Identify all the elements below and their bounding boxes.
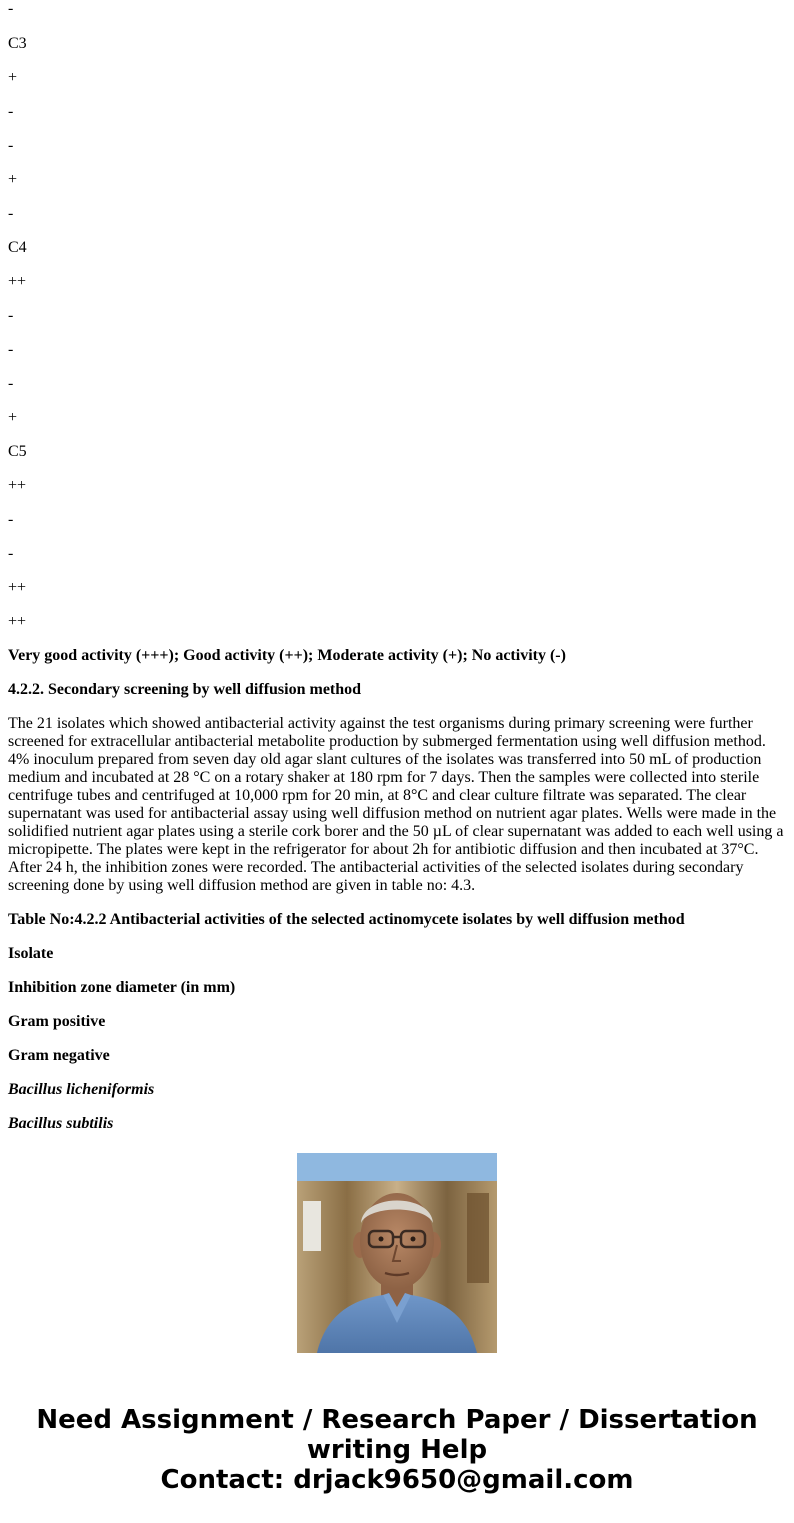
organism-header: Bacillus subtilis — [8, 1115, 114, 1132]
table-cell: - — [8, 511, 14, 528]
table-cell: - — [8, 307, 14, 324]
table-header-gram-negative: Gram negative — [8, 1047, 110, 1064]
promo-line: writing Help — [306, 1435, 488, 1465]
document-content — [8, 0, 786, 1132]
contact-line: Contact: drjack9650@gmail.com — [160, 1465, 634, 1495]
avatar — [297, 1153, 497, 1353]
table-cell: - — [8, 205, 14, 222]
table-header-isolate: Isolate — [8, 945, 54, 962]
table-cell: + — [8, 409, 18, 426]
isolate-label-c5: C5 — [8, 443, 27, 460]
promo-text — [0, 1405, 794, 1495]
table-cell: ++ — [8, 579, 27, 596]
table-cell: - — [8, 0, 14, 17]
table-cell: - — [8, 545, 14, 562]
table-cell: - — [8, 103, 14, 120]
promo-banner — [0, 1122, 794, 1523]
isolate-label-c4: C4 — [8, 239, 27, 256]
table-cell: + — [8, 69, 18, 86]
table-cell: - — [8, 341, 14, 358]
table-cell: - — [8, 137, 14, 154]
table-cell: + — [8, 171, 18, 188]
body-paragraph: The 21 isolates which showed antibacterial activity against the test organisms during primary screening were further screened for extracellular antibacterial metabolite production by submerged fermentation using well diffusion method. 4% inoculum prepared from seven day old agar slant cultures of the isolates was transferred into 50 mL of production medium and incubated at 28 °C on a rotary shaker at 180 rpm for 7 days. Then the samples were collected into sterile centrifuge tubes and centrifuged at 10,000 rpm for 20 min, at 8°C and clear culture filtrate was separated. The clear supernatant was used for antibacterial assay using well diffusion method on nutrient agar plates. Wells were made in the solidified nutrient agar plates using a sterile cork borer and the 50 µL of clear supernatant was added to each well using a micropipette. The plates were kept in the refrigerator for about 2h for antibiotic diffusion and then incubated at 37°C. After 24 h, the inhibition zones were recorded. The antibacterial activities of the selected isolates during secondary screening done by using well diffusion method are given in table no: 4.3. — [8, 715, 784, 894]
section-heading: 4.2.2. Secondary screening by well diffusion method — [8, 681, 362, 698]
isolate-label-c3: C3 — [8, 35, 27, 52]
table-title: Table No:4.2.2 Antibacterial activities of the selected actinomycete isolates by well diffusion method — [8, 911, 685, 928]
activity-legend: Very good activity (+++); Good activity (++); Moderate activity (+); No activity (-) — [8, 647, 566, 664]
table-cell: ++ — [8, 477, 27, 494]
table-cell: - — [8, 375, 14, 392]
table-header-gram-positive: Gram positive — [8, 1013, 106, 1030]
person-photo-icon — [297, 1153, 497, 1353]
table-cell: ++ — [8, 273, 27, 290]
table-header-inhibition: Inhibition zone diameter (in mm) — [8, 979, 236, 996]
promo-line: Need Assignment / Research Paper / Dissertation — [36, 1405, 758, 1435]
organism-header: Bacillus licheniformis — [8, 1081, 155, 1098]
table-cell: ++ — [8, 613, 27, 630]
